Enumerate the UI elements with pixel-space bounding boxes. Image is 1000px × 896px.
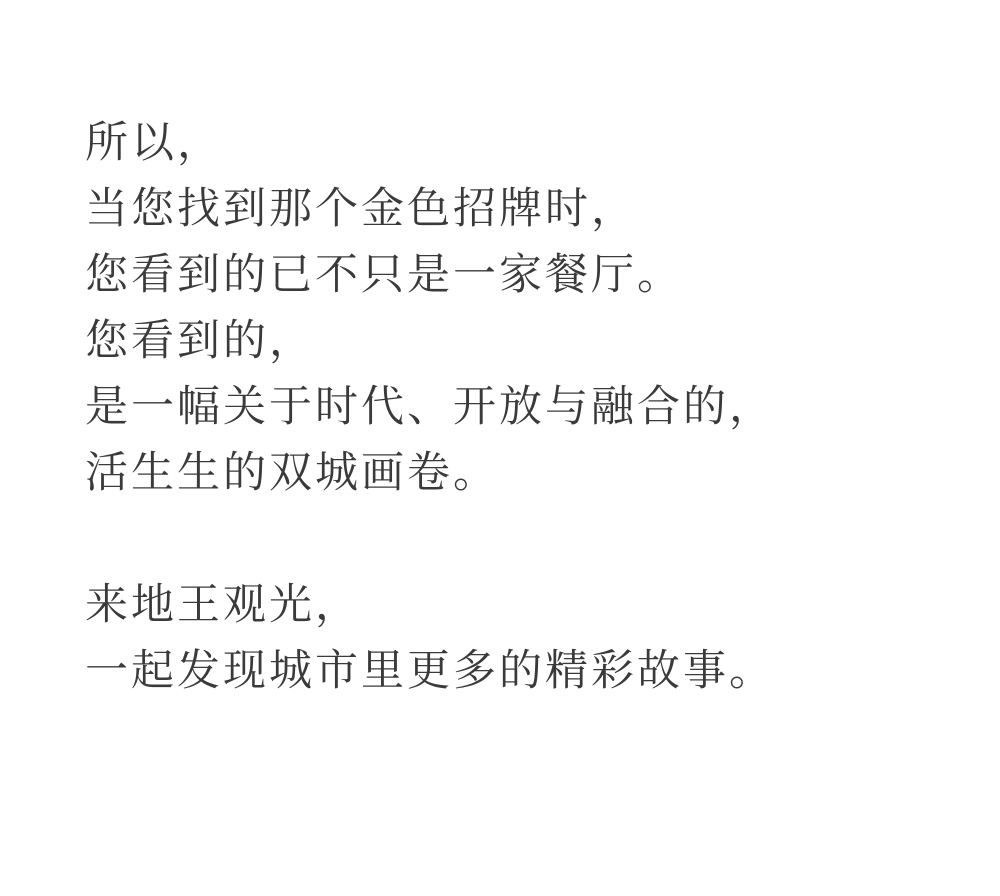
text-line: 是一幅关于时代、开放与融合的， bbox=[85, 383, 775, 431]
text-line: 来地王观光， bbox=[85, 581, 361, 629]
text-line: 您看到的已不只是一家餐厅。 bbox=[85, 251, 683, 299]
text-line: 所以， bbox=[85, 119, 223, 167]
text-line: 一起发现城市里更多的精彩故事。 bbox=[85, 647, 775, 695]
text-line: 活生生的双城画卷。 bbox=[85, 449, 499, 497]
paragraph-spacer bbox=[85, 506, 920, 572]
text-line: 当您找到那个金色招牌时， bbox=[85, 185, 637, 233]
paragraph-2 bbox=[85, 572, 920, 704]
paragraph-1 bbox=[85, 110, 920, 506]
text-line: 您看到的， bbox=[85, 317, 315, 365]
